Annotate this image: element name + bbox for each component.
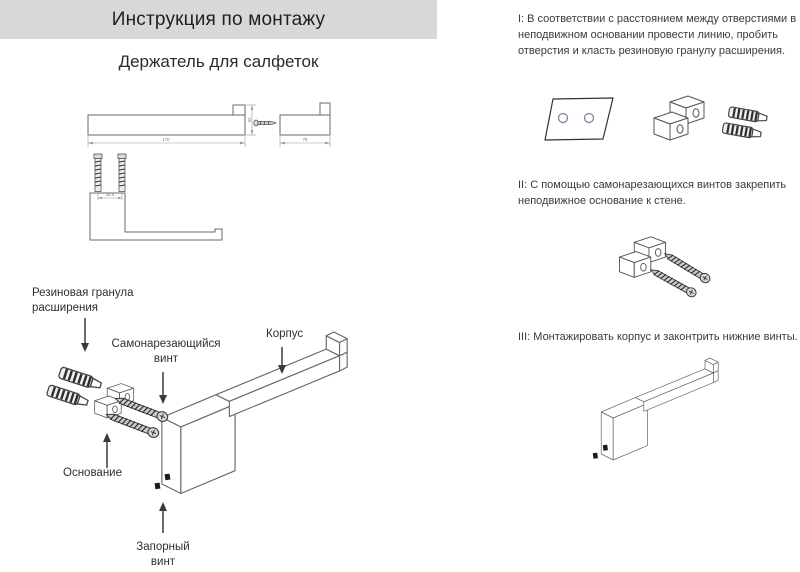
arrow-base <box>103 433 111 468</box>
base-illustration <box>654 96 704 140</box>
step-3-illustration <box>560 350 790 472</box>
front-view <box>88 105 245 135</box>
wall-plate-illustration <box>545 98 613 140</box>
page-title: Инструкция по монтажу <box>111 8 326 30</box>
anchors-illustration <box>722 107 768 140</box>
exploded-diagram <box>20 280 500 572</box>
stud-screw-icon <box>94 154 102 192</box>
arrow-lock <box>159 502 167 533</box>
label-anchor: Резиновая гранула расширения <box>32 287 134 314</box>
step-2-text: II: С помощью самонарезающихся винтов закрепить неподвижное основание к стене. <box>518 179 787 207</box>
label-body: Корпус <box>266 328 304 340</box>
label-base: Основание <box>63 467 122 479</box>
product-name: Держатель для салфеток <box>118 52 319 71</box>
step-2-illustration <box>600 225 760 317</box>
svg-text:78: 78 <box>302 137 308 142</box>
step-3-text: III: Монтажировать корпус и законтрить нижние винты. <box>518 331 798 343</box>
side-view-dimension <box>280 136 330 147</box>
holder-body-illustration <box>601 358 718 460</box>
step-1-text: I: В соответствии с расстоянием между отверстиями в неподвижном основании провести линию, пробить отверстия и класть резиновую гранулу расширения. <box>518 13 797 57</box>
svg-text:18.5: 18.5 <box>105 192 115 197</box>
title-band <box>0 0 437 39</box>
arrow-anchor <box>81 318 89 352</box>
label-screw: Самонарезающийся винт <box>111 338 221 365</box>
tech-drawing <box>60 95 360 260</box>
anchor-illustration <box>46 367 102 408</box>
side-view <box>254 103 330 135</box>
arrow-screw <box>159 372 167 404</box>
svg-text:170: 170 <box>162 137 170 142</box>
side-view-screw-icon <box>254 120 276 126</box>
stud-screw-icon <box>118 154 126 192</box>
top-view <box>90 154 222 240</box>
svg-text:32: 32 <box>247 117 252 123</box>
label-lock: Запорный винт <box>136 541 190 568</box>
step-1-illustration <box>530 88 792 180</box>
